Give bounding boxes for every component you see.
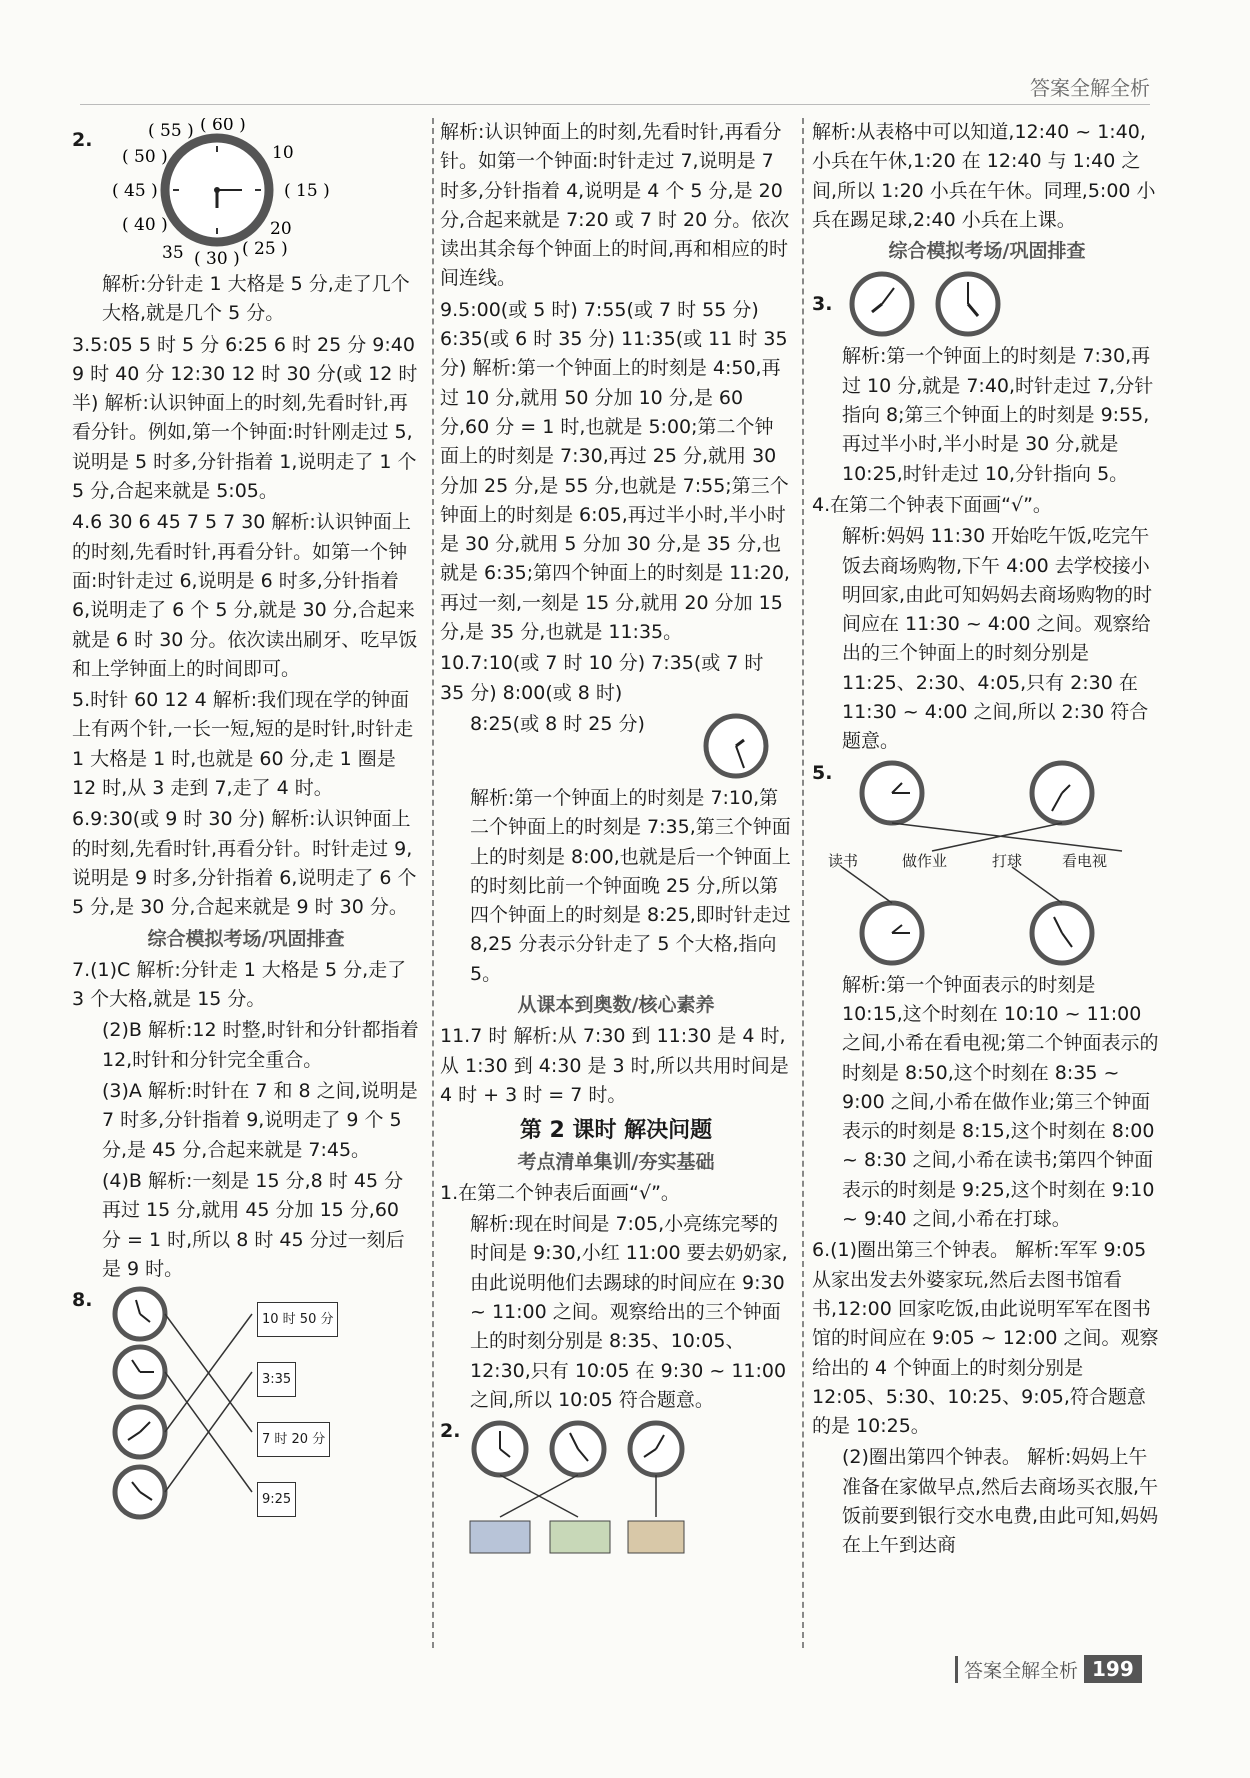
lesson2-q1: 1.在第二个钟表后面画“√”。 bbox=[440, 1181, 680, 1204]
q8-label-1050: 10 时 50 分 bbox=[257, 1302, 338, 1337]
q2-explanation: 解析:分针走 1 大格是 5 分,走了几个大格,就是几个 5 分。 bbox=[102, 273, 410, 325]
q8-explanation: 解析:认识钟面上的时刻,先看时针,再看分针。如第一个钟面:时针走过 7,说明是 7 时多,分针指着 4,说明是 4 个 5 分,是 20 分,合起来就是 7:20 或 7 时 20 分。依次读出其余每个钟面上的时间,再和相应的时间连线。 bbox=[440, 121, 790, 290]
q2-number: 2. bbox=[72, 129, 93, 151]
q7-part2: (2)B 解析:12 时整,时针和分针都指着 12,时针和分针完全重合。 bbox=[102, 1019, 419, 1071]
q3-explanation: 解析:第一个钟面上的时刻是 7:30,再过 10 分,就是 7:40,时针走过 7,分针指向 8;第三个钟面上的时刻是 9:55,再过半小时,半小时是 30 分,就是 10:25,时针走过 10,分针指向 5。 bbox=[842, 345, 1154, 485]
dial-label-40: ( 40 ) bbox=[122, 215, 168, 235]
q6-part1: 6.(1)圈出第三个钟表。 解析:军军 9:05 从家出发去外婆家玩,然后去图书馆看书,12:00 回家吃饭,由此说明军军在图书馆的时间应在 9:05 ~ 12:00 之间。观察给出的 4 个钟面上的时刻分别是 12:05、5:30、10:25、9:05,符合题意的是 10:25。 bbox=[812, 1239, 1159, 1438]
section-heading-1: 综合模拟考场/巩固排查 bbox=[147, 927, 345, 950]
q8-matching-diagram bbox=[92, 1286, 392, 1526]
q10-fourth-time: 8:25(或 8 时 25 分) bbox=[470, 712, 645, 735]
q7-part1: 7.(1)C 解析:分针走 1 大格是 5 分,走了 3 个大格,就是 15 分。 bbox=[72, 958, 407, 1011]
q5-label-homework: 做作业 bbox=[902, 851, 948, 870]
section-heading-4: 综合模拟考场/巩固排查 bbox=[888, 240, 1086, 263]
lesson2-q2-diagram bbox=[460, 1417, 780, 1557]
dial-label-20: 20 bbox=[270, 219, 292, 239]
q7-part4: (4)B 解析:一刻是 15 分,8 时 45 分再过 15 分,就用 45 分加 15 分,60 分 = 1 时,所以 8 时 45 分过一刻后是 9 时。 bbox=[102, 1169, 405, 1280]
q3-number: 3. bbox=[812, 292, 833, 315]
q8-label-335: 3:35 bbox=[257, 1362, 296, 1397]
dial-label-10: 10 bbox=[272, 143, 294, 163]
lesson2-q2-number: 2. bbox=[440, 1420, 461, 1443]
q3-clock-2 bbox=[932, 268, 1004, 340]
q7-part3: (3)A 解析:时针在 7 和 8 之间,说明是 7 时多,分针指着 9,说明走了 9 个 5 分,是 45 分,合起来就是 7:45。 bbox=[102, 1080, 418, 1161]
q3-clocks bbox=[812, 268, 1162, 340]
footer-label: 答案全解全析 bbox=[955, 1656, 1078, 1683]
q4-explanation: 解析:妈妈 11:30 开始吃午饭,吃完午饭去商场购物,下午 4:00 去学校接小明回家,由此可知妈妈去商场购物的时间应在 11:30 ~ 4:00 之间。观察给出的三个钟面上的时刻分别是 11:25、2:30、4:05,只有 2:30 在 11:30 ~ 4:00 之间,所以 2:30 符合题意。 bbox=[842, 525, 1153, 753]
column-2 bbox=[440, 118, 792, 1559]
q4-answer: 4.6 30 6 45 7 5 7 30 解析:认识钟面上的时刻,先看时针,再看分针。如第一个钟面:时针走过 6,说明是 6 时多,分针指着 6,说明走了 6 个 5 分,就是 30 分,合起来就是 6 时 30 分。依次读出刷牙、吃早饭和上学钟面上的时间即可。 bbox=[72, 511, 418, 680]
column-divider-1 bbox=[432, 118, 434, 1648]
q8-label-925: 9:25 bbox=[257, 1482, 296, 1517]
dial-label-30: ( 30 ) bbox=[194, 249, 240, 268]
q4-answer: 4.在第二个钟表下面画“√”。 bbox=[812, 493, 1052, 516]
dial-label-55: ( 55 ) bbox=[148, 121, 194, 141]
q5-label-reading: 读书 bbox=[828, 851, 859, 870]
q10-answer-line2 bbox=[440, 710, 792, 782]
q6-answer: 6.9:30(或 9 时 30 分) 解析:认识钟面上的时刻,先看时针,再看分针。时针走过 9,说明是 9 时多,分针指着 6,说明走了 6 个 5 分,是 30 分,合起来就是 9 时 30 分。 bbox=[72, 808, 417, 919]
column-divider-2 bbox=[802, 118, 804, 1648]
section-heading-3: 考点清单集训/夯实基础 bbox=[517, 1150, 715, 1173]
q5-block bbox=[812, 759, 1162, 969]
lesson2-q1-explanation: 解析:现在时间是 7:05,小亮练完琴的时间是 9:30,小红 11:00 要去奶奶家,由此说明他们去踢球的时间应在 9:30 ~ 11:00 之间。观察给出的三个钟面上的时刻分别是 8:35、10:05、12:30,只有 10:05 在 9:30 ~ 11:00 之间,所以 10:05 符合题意。 bbox=[470, 1213, 788, 1411]
header-rule bbox=[80, 104, 1150, 105]
q5-number: 5. bbox=[812, 761, 833, 784]
q5-explanation: 解析:第一个钟面表示的时刻是 10:15,这个时刻在 10:10 ~ 11:00 之间,小希在看电视;第二个钟面表示的时刻是 8:50,这个时刻在 8:35 ~ 9:00 之间,小希在做作业;第三个钟面表示的时刻是 8:15,这个时刻在 8:00 ~ 8:30 之间,小希在读书;第四个钟面表示的时刻是 9:25,这个时刻在 9:10 ~ 9:40 之间,小希在打球。 bbox=[842, 973, 1159, 1231]
section-heading-2: 从课本到奥数/核心素养 bbox=[517, 994, 715, 1017]
q8-block bbox=[72, 1286, 420, 1526]
lesson2-q2-block bbox=[440, 1417, 792, 1557]
q10-clock-icon bbox=[700, 710, 772, 782]
prev-explanation: 解析:从表格中可以知道,12:40 ~ 1:40,小兵在午休,1:20 在 12:40 与 1:40 之间,所以 1:20 小兵在午休。同理,5:00 小兵在踢足球,2:40 小兵在上课。 bbox=[812, 121, 1156, 231]
q2-clock-diagram bbox=[92, 118, 352, 268]
q3-answer: 3.5:05 5 时 5 分 6:25 6 时 25 分 9:40 9 时 40 分 12:30 12 时 30 分(或 12 时半) 解析:认识钟面上的时刻,先看时针,再看分针。例如,第一个钟面:时针刚走过 5,说明是 5 时多,分针指着 1,说明走了 1 个 5 分,合起来就是 5:05。 bbox=[72, 333, 418, 503]
q10-explanation: 解析:第一个钟面上的时刻是 7:10,第二个钟面上的时刻是 7:35,第三个钟面上的时刻是 8:00,也就是后一个钟面上的时刻比前一个钟面晚 25 分,所以第四个钟面上的时刻是 8:25,即时针走过 8,25 分表示分针走了 5 个大格,指向 5。 bbox=[470, 786, 791, 985]
q3-clock-1 bbox=[846, 268, 918, 340]
column-3 bbox=[812, 118, 1162, 1563]
column-1 bbox=[72, 118, 420, 1528]
footer bbox=[955, 1655, 1142, 1683]
q8-label-720: 7 时 20 分 bbox=[257, 1422, 330, 1457]
q6-part2: (2)圈出第四个钟表。 解析:妈妈上午准备在家做早点,然后去商场买衣服,午饭前要到银行交水电费,由此可知,妈妈在上午到达商 bbox=[842, 1446, 1159, 1557]
lesson-title: 第 2 课时 解决问题 bbox=[519, 1118, 713, 1144]
dial-label-60: ( 60 ) bbox=[200, 118, 246, 135]
q9-answer: 9.5:00(或 5 时) 7:55(或 7 时 55 分) 6:35(或 6 时 35 分) 11:35(或 11 时 35 分) 解析:第一个钟面上的时刻是 4:50,再过 10 分,就用 50 分加 10 分,是 60 分,60 分 = 1 时,也就是 5:00;第二个钟面上的时刻是 7:30,再过 25 分,就用 30 分加 25 分,是 55 分,也就是 7:55;第三个钟面上的时刻是 6:05,再过半小时,半小时是 30 分,就用 5 分加 30 分,是 35 分,也就是 6:35;第四个钟面上的时刻是 11:20,再过一刻,一刻是 15 分,就用 20 分加 15 分,是 35 分,也就是 11:35。 bbox=[440, 298, 790, 644]
dial-label-25: ( 25 ) bbox=[242, 239, 288, 259]
q5-label-ball: 打球 bbox=[992, 851, 1023, 870]
q5-label-tv: 看电视 bbox=[1062, 851, 1108, 870]
dial-label-35: 35 bbox=[162, 243, 184, 263]
q2-block bbox=[72, 118, 420, 268]
header-title: 答案全解全析 bbox=[1030, 76, 1150, 100]
q11-answer: 11.7 时 解析:从 7:30 到 11:30 是 4 时,从 1:30 到 4:30 是 3 时,所以共用时间是 4 时 + 3 时 = 7 时。 bbox=[440, 1025, 789, 1106]
q8-number: 8. bbox=[72, 1289, 93, 1312]
dial-label-50: ( 50 ) bbox=[122, 147, 168, 167]
dial-label-15: ( 15 ) bbox=[284, 181, 330, 201]
q5-answer: 5.时针 60 12 4 解析:我们现在学的钟面上有两个针,一长一短,短的是时针,时针走 1 大格是 1 时,也就是 60 分,走 1 圈是 12 时,从 3 走到 7,走了 4 时。 bbox=[72, 689, 414, 800]
q10-answer: 10.7:10(或 7 时 10 分) 7:35(或 7 时 35 分) 8:00(或 8 时) bbox=[440, 652, 764, 704]
page-number: 199 bbox=[1084, 1655, 1142, 1683]
dial-label-45: ( 45 ) bbox=[112, 181, 158, 201]
